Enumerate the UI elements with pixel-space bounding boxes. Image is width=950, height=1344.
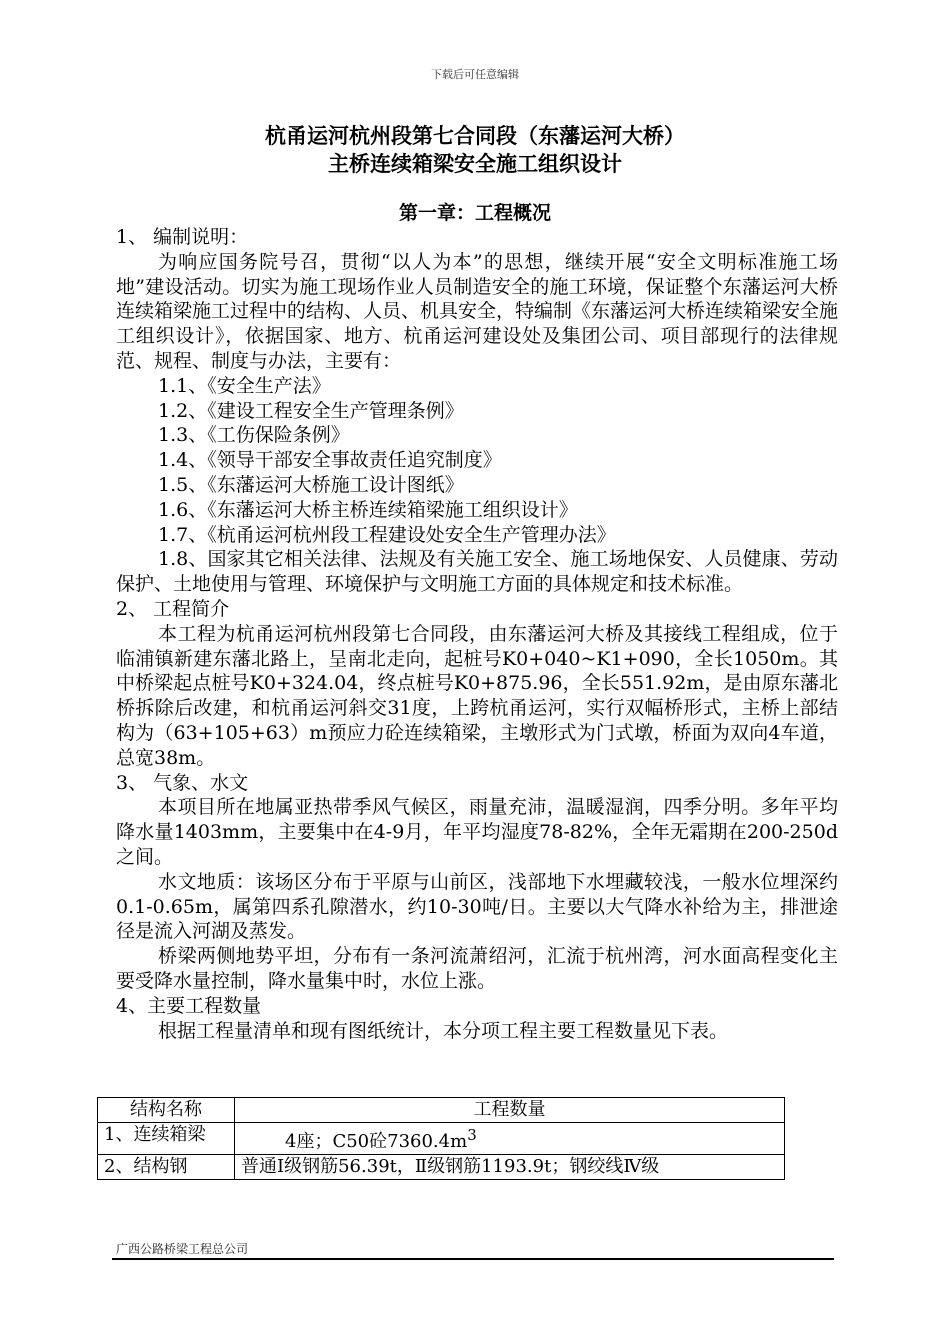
table-header-row xyxy=(98,1098,785,1123)
quantity-table xyxy=(97,1097,785,1180)
list-item-8: 1.8、国家其它相关法律、法规及有关施工安全、施工场地保安、人员健康、劳动保护、土地使用与管理、环境保护与文明施工方面的具体规定和技术标准。 xyxy=(116,548,838,596)
list-item: 1.6、《东藩运河大桥主桥连续箱梁施工组织设计》 xyxy=(158,498,578,521)
list-item: 1.2、《建设工程安全生产管理条例》 xyxy=(158,399,464,422)
list-item: 1.7、《杭甬运河杭州段工程建设处安全生产管理办法》 xyxy=(158,523,616,546)
list-item: 1.4、《领导干部安全事故责任追究制度》 xyxy=(158,449,502,472)
footer-divider xyxy=(112,1258,834,1260)
table-cell-name: 2、结构钢 xyxy=(98,1155,235,1180)
list-item: 1.1、《安全生产法》 xyxy=(158,374,331,397)
section-3-terrain: 桥梁两侧地势平坦，分布有一条河流萧绍河，汇流于杭州湾，河水面高程变化主要受降水量控制，降水量集中时，水位上涨。 xyxy=(116,945,838,992)
section-3-climate: 本项目所在地属亚热带季风气候区，雨量充沛，温暖湿润，四季分明。多年平均降水量1403mm，主要集中在4-9月，年平均湿度78-82%，全年无霜期在200-250d之间。 xyxy=(116,796,838,868)
section-2-text: 本工程为杭甬运河杭州段第七合同段，由东藩运河大桥及其接线工程组成，位于临浦镇新建东藩北路上，呈南北走向，起桩号K0+040~K1+090，全长1050m。其中桥梁起点桩号K0+324.04，终点桩号K0+875.96，全长551.92m，是由原东藩北桥拆除后改建，和杭甬运河斜交31度，上跨杭甬运河，实行双幅桥形式，主桥上部结构为（63+105+63）m预应力砼连续箱梁，主墩形式为门式墩，桥面为双向4车道，总宽38m。 xyxy=(116,622,838,769)
section-4-text: 根据工程量清单和现有图纸统计，本分项工程主要工程数量见下表。 xyxy=(158,1019,729,1042)
title-line-2: 主桥连续箱梁安全施工组织设计 xyxy=(328,151,622,176)
list-item: 1.5、《东藩运河大桥施工设计图纸》 xyxy=(158,473,464,496)
section-2-heading: 2、 工程简介 xyxy=(116,597,230,620)
chapter-title: 第一章：工程概况 xyxy=(398,202,551,224)
table-header-quantity: 工程数量 xyxy=(235,1098,785,1123)
table-row xyxy=(98,1123,785,1155)
section-3-heading: 3、 气象、水文 xyxy=(116,771,249,794)
page-header: 下载后可任意编辑 xyxy=(431,68,519,81)
section-3-hydrogeology: 水文地质：该场区分布于平原与山前区，浅部地下水埋藏较浅，一般水位埋深约0.1-0.65m，属第四系孔隙潜水，约10-30吨/日。主要以大气降水补给为主，排泄途径是流入河湖及蒸发。 xyxy=(116,870,838,943)
superscript: 3 xyxy=(467,1126,477,1144)
page-footer: 广西公路桥梁工程总公司 xyxy=(116,1242,249,1256)
table-cell-quantity xyxy=(235,1123,785,1155)
list-item: 1.3、《工伤保险条例》 xyxy=(158,424,350,447)
table-cell-name: 1、连续箱梁 xyxy=(98,1123,235,1155)
quantity-text: 4座；C50砼7360.4m xyxy=(285,1131,468,1152)
title-line-1: 杭甬运河杭州段第七合同段（东藩运河大桥） xyxy=(265,123,685,148)
section-1-intro: 为响应国务院号召，贯彻“以人为本”的思想，继续开展“安全文明标准施工场地”建设活动。切实为施工现场作业人员制造安全的施工环境，保证整个东藩运河大桥连续箱梁施工过程中的结构、人员、机具安全，特编制《东藩运河大桥连续箱梁安全施工组织设计》，依据国家、地方、杭甬运河建设处及集团公司、项目部现行的法律规范、规程、制度与办法，主要有： xyxy=(116,250,839,372)
table-row xyxy=(98,1155,785,1180)
body-text xyxy=(116,225,838,1043)
section-1-heading: 1、 编制说明： xyxy=(116,226,249,248)
table-header-structure: 结构名称 xyxy=(98,1098,235,1123)
table-cell-quantity: 普通Ⅰ级钢筋56.39t，Ⅱ级钢筋1193.9t；钢绞线Ⅳ级 xyxy=(235,1155,785,1180)
section-4-heading: 4、主要工程数量 xyxy=(116,994,262,1017)
document-title xyxy=(0,122,950,178)
